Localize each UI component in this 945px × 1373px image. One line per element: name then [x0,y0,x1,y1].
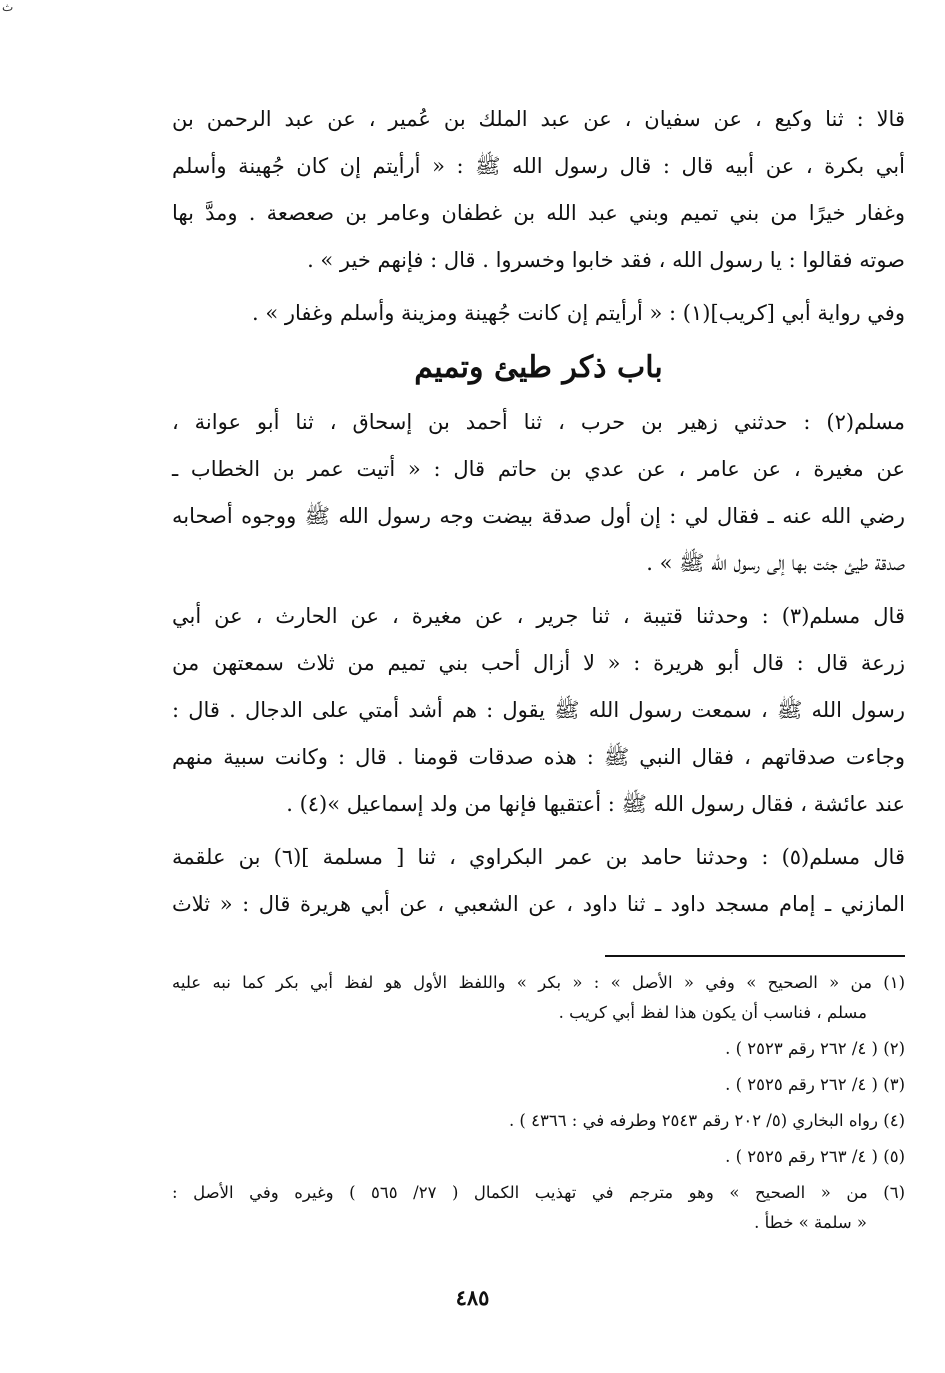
footnote-line: (٤) رواه البخاري (٥/ ٢٠٢ رقم ٢٥٤٣ وطرفه في : ٤٣٦٦ ) . [508,1111,905,1130]
footnote-line: (٢) ( ٤/ ٢٦٢ رقم ٢٥٢٣ ) . [725,1039,905,1058]
corner-mark: ث [2,0,14,14]
footnotes [172,968,905,1238]
chapter-heading: باب ذكر طيئ وتميم [414,350,663,385]
text-line: وجاءت صدقاتهم ، فقال النبي ﷺ : هذه صدقات قومنا . قال : وكانت سبية منهم [172,745,905,769]
text-line: صدقة طيئ جئت بها إلى رسول الله ﷺ » . [646,551,905,575]
footnote-line: « سلمة » خطأ . [754,1213,867,1232]
text-line: رسول الله ﷺ ، سمعت رسول الله ﷺ يقول : هم أشد أمتي على الدجال . قال : [172,698,905,722]
text-line: وفي رواية أبي [كريب](١) : « أرأيتم إن كانت جُهينة ومزينة وأسلم وغفار » . [252,301,905,325]
main-text [172,96,905,928]
footnote-separator [605,955,905,957]
text-line: قال مسلم(٥) : وحدثنا حامد بن عمر البكراوي ، ثنا [ مسلمة ](٦) بن علقمة [172,845,905,869]
text-line: قال مسلم(٣) : وحدثنا قتيبة ، ثنا جرير ، عن مغيرة ، عن الحارث ، عن أبي [172,604,905,628]
text-line: زرعة قال : قال أبو هريرة : « لا أزال أحب بني تميم من ثلاث سمعتهن من [172,651,905,675]
text-line: المازني ـ إمام مسجد داود ـ ثنا داود ، عن الشعبي ، عن أبي هريرة قال : « ثلاث [172,892,905,916]
text-line: رضي الله عنه ـ فقال لي : إن أول صدقة بيضت وجه رسول الله ﷺ ووجوه أصحابه [172,504,905,528]
text-line: صوته فقالوا : يا رسول الله ، فقد خابوا وخسروا . قال : فإنهم خير » . [307,248,905,272]
text-line: وغفار خيرًا من بني تميم وبني عبد الله بن غطفان وعامر بن صعصعة . ومدَّ بها [172,201,905,225]
footnote-line: (٣) ( ٤/ ٢٦٢ رقم ٢٥٢٥ ) . [725,1075,905,1094]
text-line: عن مغيرة ، عن عامر ، عن عدي بن حاتم قال : « أتيت عمر بن الخطاب ـ [172,457,905,481]
footnote-line: مسلم ، فناسب أن يكون هذا لفظ أبي كريب . [558,1003,867,1022]
text-line: عند عائشة ، فقال رسول الله ﷺ : أعتقيها فإنها من ولد إسماعيل »(٤) . [286,792,905,816]
text-line: مسلم(٢) : حدثني زهير بن حرب ، ثنا أحمد بن إسحاق ، ثنا أبو عوانة ، [172,410,905,434]
text-line: قالا : ثنا وكيع ، عن سفيان ، عن عبد الملك بن عُمير ، عن عبد الرحمن بن [172,107,905,131]
footnote-line: (٦) من « الصحيح » وهو مترجم في تهذيب الكمال ( ٢٧/ ٥٦٥ ) وغيره وفي الأصل : [172,1183,905,1202]
text-line: أبي بكرة ، عن أبيه قال : قال رسول الله ﷺ : « أرأيتم إن كان جُهينة وأسلم [172,154,905,178]
footnote-line: (١) من « الصحيح » وفي « الأصل » : « بكر » واللفظ الأول هو لفظ أبي بكر كما نبه عليه [172,973,905,992]
footnote-line: (٥) ( ٤/ ٢٦٣ رقم ٢٥٢٥ ) . [725,1147,905,1166]
page-number: ٤٨٥ [455,1285,490,1310]
